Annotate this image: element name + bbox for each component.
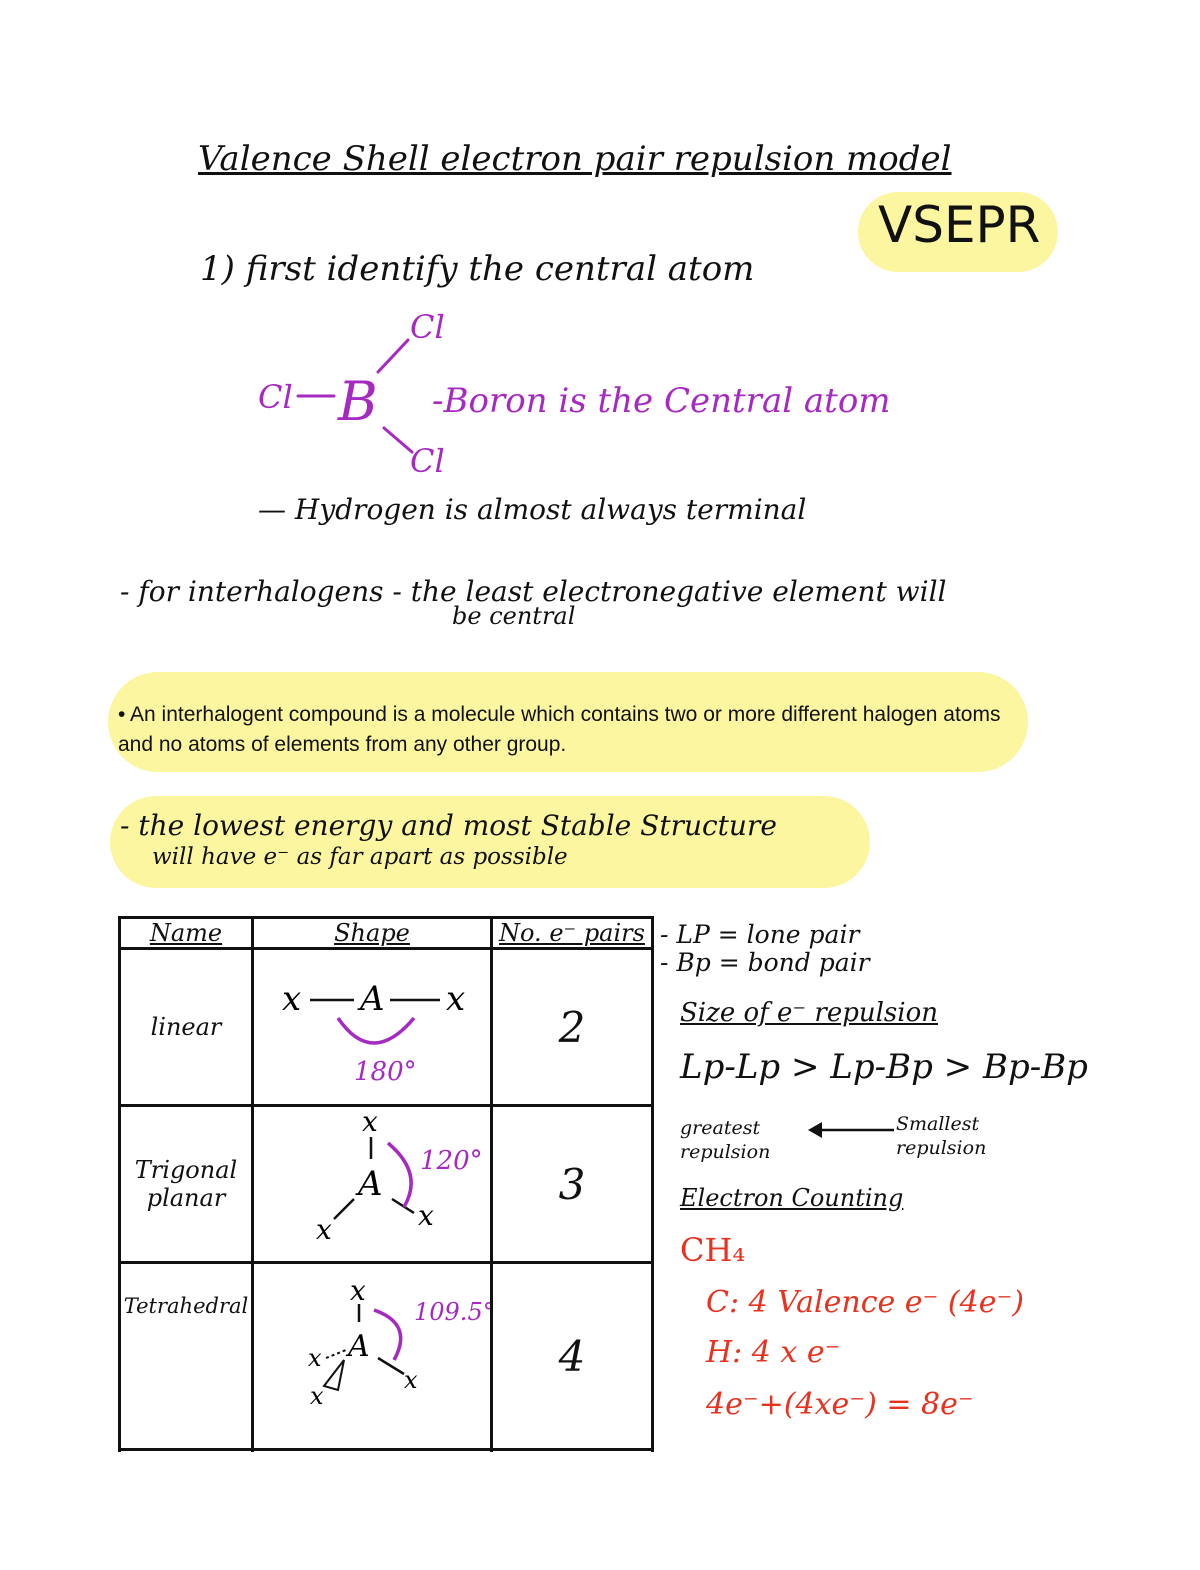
greatest-repulsion: greatest repulsion <box>680 1117 771 1163</box>
terminal-x: x <box>446 979 466 1019</box>
repulsion-order: Lp-Lp > Lp-Bp > Bp-Bp <box>680 1047 1088 1087</box>
header-pairs: No. e⁻ pairs <box>492 918 653 949</box>
central-a: A <box>358 1164 383 1204</box>
page-title: Valence Shell electron pair repulsion model <box>198 139 952 179</box>
counting-line-total: 4e⁻+(4xe⁻) = 8e⁻ <box>706 1387 974 1422</box>
table-row-linear <box>120 949 653 1106</box>
table-continuation-line <box>490 1448 493 1452</box>
terminal-x: x <box>282 979 302 1019</box>
vsepr-table <box>118 916 654 1451</box>
table-row-trigonal <box>120 1106 653 1263</box>
counting-line-c: C: 4 Valence e⁻ (4e⁻) <box>706 1285 1024 1320</box>
counting-line-h: H: 4 x e⁻ <box>706 1335 841 1370</box>
table-continuation <box>118 1448 657 1452</box>
angle-label: 120° <box>420 1146 483 1176</box>
vsepr-acronym: VSEPR <box>878 196 1041 254</box>
shape-tetrahedral <box>253 1263 492 1450</box>
rule-interhalogen-2: be central <box>452 602 576 630</box>
stability-line-2: will have e⁻ as far apart as possible <box>152 844 568 870</box>
electron-counting-heading: Electron Counting <box>680 1184 904 1212</box>
repulsion-heading: Size of e⁻ repulsion <box>680 998 938 1028</box>
cl-left: Cl <box>258 378 293 416</box>
tetrahedral-diagram <box>254 1264 490 1444</box>
terminal-x: x <box>418 1199 434 1232</box>
shape-linear <box>253 949 492 1106</box>
table-continuation-line <box>651 1448 654 1452</box>
smallest-repulsion: Smallest repulsion <box>896 1113 987 1159</box>
row-pairs: 3 <box>492 1106 653 1263</box>
stability-line-1: - the lowest energy and most Stable Structure <box>120 809 777 842</box>
terminal-x: x <box>404 1366 418 1394</box>
row-name: Tetrahedral <box>120 1263 253 1450</box>
definition-text: • An interhalogent compound is a molecule which contains two or more different halogen atoms and no atoms of elements from any other group. <box>118 703 1001 756</box>
header-shape: Shape <box>253 918 492 949</box>
cl-top: Cl <box>410 308 445 346</box>
trigonal-diagram <box>254 1107 490 1257</box>
cl-bottom: Cl <box>410 442 445 480</box>
terminal-x: x <box>362 1107 378 1138</box>
table-header-row <box>120 918 653 949</box>
ch4-formula: CH₄ <box>680 1231 746 1269</box>
row-pairs: 4 <box>492 1263 653 1450</box>
angle-label: 180° <box>354 1057 417 1087</box>
arrow-left-icon <box>806 1116 896 1146</box>
boron-note: -Boron is the Central atom <box>432 381 891 421</box>
table-row-tetrahedral <box>120 1263 653 1450</box>
central-atom-b: B <box>338 370 378 433</box>
row-name: linear <box>120 949 253 1106</box>
abbrev-bp: - Bp = bond pair <box>660 948 870 977</box>
step-1-heading: 1) first identify the central atom <box>200 249 755 289</box>
terminal-x: x <box>350 1274 366 1307</box>
table-continuation-line <box>251 1448 254 1452</box>
rule-hydrogen: — Hydrogen is almost always terminal <box>258 493 807 526</box>
terminal-x: x <box>310 1382 324 1410</box>
terminal-x: x <box>308 1344 322 1372</box>
abbrev-lp: - LP = lone pair <box>660 920 860 949</box>
header-name: Name <box>120 918 253 949</box>
rule-interhalogen-1: - for interhalogens - the least electronegative element will <box>120 575 947 608</box>
terminal-x: x <box>316 1213 332 1246</box>
angle-label: 109.5° <box>414 1298 490 1326</box>
linear-diagram <box>254 950 490 1100</box>
central-a: A <box>360 979 385 1019</box>
shape-trigonal <box>253 1106 492 1263</box>
row-pairs: 2 <box>492 949 653 1106</box>
central-a: A <box>348 1329 370 1364</box>
row-name: Trigonal planar <box>120 1106 253 1263</box>
